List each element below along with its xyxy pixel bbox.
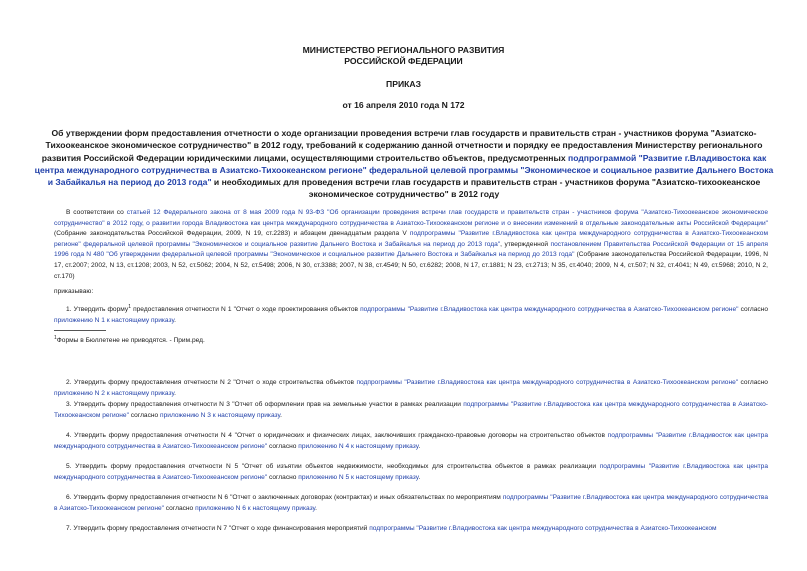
- subprogram-link[interactable]: подпрограммы "Развитие г.Владивостока как центра международного сотрудничества в Азиатско-Тихоокеанском: [369, 525, 717, 532]
- order-item-1: [54, 302, 768, 326]
- appendix-link[interactable]: приложению N 4 к настоящему приказу: [298, 442, 419, 450]
- footnote-mark: 1: [54, 335, 57, 341]
- footnote-divider: [54, 330, 106, 331]
- ministry-name-line2: РОССИЙСКОЙ ФЕДЕРАЦИИ: [344, 56, 463, 66]
- ministry-name-line1: МИНИСТЕРСТВО РЕГИОНАЛЬНОГО РАЗВИТИЯ: [302, 45, 505, 55]
- item-text: 6. Утвердить форму предоставления отчетности N 6 "Отчет о заключенных договорах (контрактах) и иных обязательствах по мероприятиям: [66, 494, 503, 501]
- item-text: согласно: [128, 411, 161, 419]
- preamble-text: (Собрание законодательства Российской Федерации, 1996, N 17, ст.2007; 2002, N 13, ст.1208; 2003, N 52, ст.5062; 2004, N 52, ст.5498; 2006, N 30, ст.3388; 2007, N 38, ст.4549; N 50, ст.6282; 2008, N 17, ст.1881; N 23, ст.2713; N 35, ст.4040; 2009, N 4, ст.507; N 32, ст.4041; N 49, ст.5968; 2010, N 2, ст.170): [54, 251, 769, 280]
- item-text: 1. Утвердить форму: [66, 306, 129, 314]
- title-subprogram-link[interactable]: подпрограммой "Развитие г.Владивостока как центра международного сотрудничества в Азиатско-Тихоокеанском регионе" федеральной целевой программы "Экономическое и социальное развитие Дальнего Востока и Забайкалья на период до 2013 года": [34, 152, 774, 188]
- item-text: 2. Утвердить форму предоставления отчетности N 2 "Отчет о ходе строительства объектов: [66, 379, 357, 386]
- appendix-link[interactable]: приложению N 5 к настоящему приказу: [298, 473, 419, 481]
- item-text: .: [174, 316, 176, 324]
- item-text: предоставления отчетности N 1 "Отчет о ходе проектирования объектов: [130, 306, 361, 314]
- item-text: .: [280, 411, 282, 419]
- order-item-7: [54, 524, 768, 535]
- preamble-text: , утвержденной: [500, 240, 551, 248]
- item-text: согласно: [267, 473, 299, 481]
- federal-law-link[interactable]: статьей 12 Федерального закона от 8 мая 2009 года N 93-ФЗ "Об организации проведения встречи глав государств и правительств стран - участников форума "Азиатско-Тихоокеанское экономическое сотрудничество" в 2012 году, о развитии города Владивостока как центра международного сотрудничества в Азиатско-Тихоокеанском регионе и о внесении изменений в отдельные законодательные акты Российской Федерации": [54, 209, 768, 227]
- order-item-4: [54, 431, 768, 452]
- document-type: ПРИКАЗ: [386, 79, 421, 89]
- government-resolution-link[interactable]: постановлением Правительства Российской Федерации от 15 апреля 1996 года N 480 "Об утверждении федеральной целевой программы "Экономическое и социальное развитие Дальнего Востока и Забайкалья на период до 2013 года": [54, 240, 768, 259]
- preamble-text: (Собрание законодательства Российской Федерации, 2009, N 19, ст.2283) и абзацем двенадцатым раздела V: [54, 230, 410, 238]
- subprogram-link[interactable]: подпрограммы "Развитие г.Владивостока как центра международного сотрудничества в Азиатско-Тихоокеанском регионе": [54, 463, 768, 481]
- subprogram-link[interactable]: подпрограммы "Развитие г.Владивостока как центра международного сотрудничества в Азиатско-Тихоокеанском регионе" федеральной целевой программы "Экономическое и социальное развитие Дальнего Востока и Забайкалья на период до 2013 года": [54, 230, 768, 248]
- item-text: 7. Утвердить форму предоставления отчетности N 7 "Отчет о ходе финансирования мероприятий: [66, 525, 370, 532]
- order-item-2: [54, 378, 768, 399]
- item-text: согласно: [163, 504, 196, 512]
- item-text: .: [418, 473, 421, 481]
- appendix-link[interactable]: приложению N 6 к настоящему приказу: [195, 504, 316, 512]
- footnote: [54, 335, 205, 344]
- appendix-link[interactable]: приложению N 1 к настоящему приказу: [54, 316, 175, 324]
- item-text: 5. Утвердить форму предоставления отчетности N 5 "Отчет об изъятии объектов недвижимости, необходимых для строительства объектов в рамках реализации: [66, 463, 600, 470]
- appendix-link[interactable]: приложению N 2 к настоящему приказу: [54, 389, 175, 397]
- item-text: согласно: [267, 442, 299, 450]
- title-text-part2: и необходимых для проведения встречи глав государств и правительств стран - участников форума "Азиатско-тихоокеанское экономическое сотрудничество" в 2012 году: [211, 177, 761, 200]
- orders-heading: приказываю:: [54, 288, 94, 295]
- item-text: .: [418, 442, 421, 450]
- subprogram-link[interactable]: подпрограммы "Развитие г.Владивостока как центра международного сотрудничества в Азиатско-Тихоокеанском регионе": [356, 379, 739, 386]
- subprogram-link[interactable]: подпрограммы "Развитие г.Владивосток как центра международного сотрудничества в Азиатско-Тихоокеанском регионе": [54, 432, 768, 450]
- appendix-link[interactable]: приложению N 3 к настоящему приказу: [160, 411, 281, 419]
- item-text: согласно: [738, 379, 768, 386]
- document-date: от 16 апреля 2010 года N 172: [342, 100, 465, 110]
- subprogram-link[interactable]: подпрограммы "Развитие г.Владивостока как центра международного сотрудничества в Азиатско-Тихоокеанском регионе": [360, 306, 739, 314]
- preamble-paragraph: [54, 208, 768, 282]
- item-text: согласно: [738, 306, 768, 314]
- footnote-text: Формы в Бюллетене не приводятся. - Прим.ред.: [56, 337, 205, 345]
- item-text: 4. Утвердить форму предоставления отчетности N 4 "Отчет о юридических и физических лицах, заключивших гражданско-правовые договоры на строительство объектов: [66, 432, 608, 439]
- item-text: 3. Утвердить форму предоставления отчетности N 3 "Отчет об оформлении прав на земельные участки в рамках реализации: [66, 401, 464, 408]
- order-item-5: [54, 462, 768, 483]
- subprogram-link[interactable]: подпрограммы "Развитие г.Владивостока как центра международного сотрудничества в Азиатско-Тихоокеанском регионе": [54, 494, 768, 512]
- preamble-text: В соответствии со: [66, 209, 127, 216]
- order-item-3: [54, 400, 768, 421]
- footnote-ref[interactable]: 1: [128, 304, 131, 310]
- subprogram-link[interactable]: подпрограммы "Развитие г.Владивостока как центра международного сотрудничества в Азиатско-Тихоокеанском регионе": [54, 401, 768, 419]
- document-title: [34, 127, 774, 201]
- item-text: .: [315, 504, 318, 512]
- title-text-part1: Об утверждении форм предоставления отчетности о ходе организации проведения встречи глав государств и правительств стран - участников форума "Азиатско-Тихоокеанское экономическое сотрудничество" в 2012 году, требований к содержанию данной отчетности и порядку ее предоставления Министерству регионального развития Российской Федерации юридическими лицами, осуществляющими строительство объектов, предусмотренных: [41, 128, 763, 163]
- item-text: .: [174, 389, 176, 397]
- order-item-6: [54, 493, 768, 514]
